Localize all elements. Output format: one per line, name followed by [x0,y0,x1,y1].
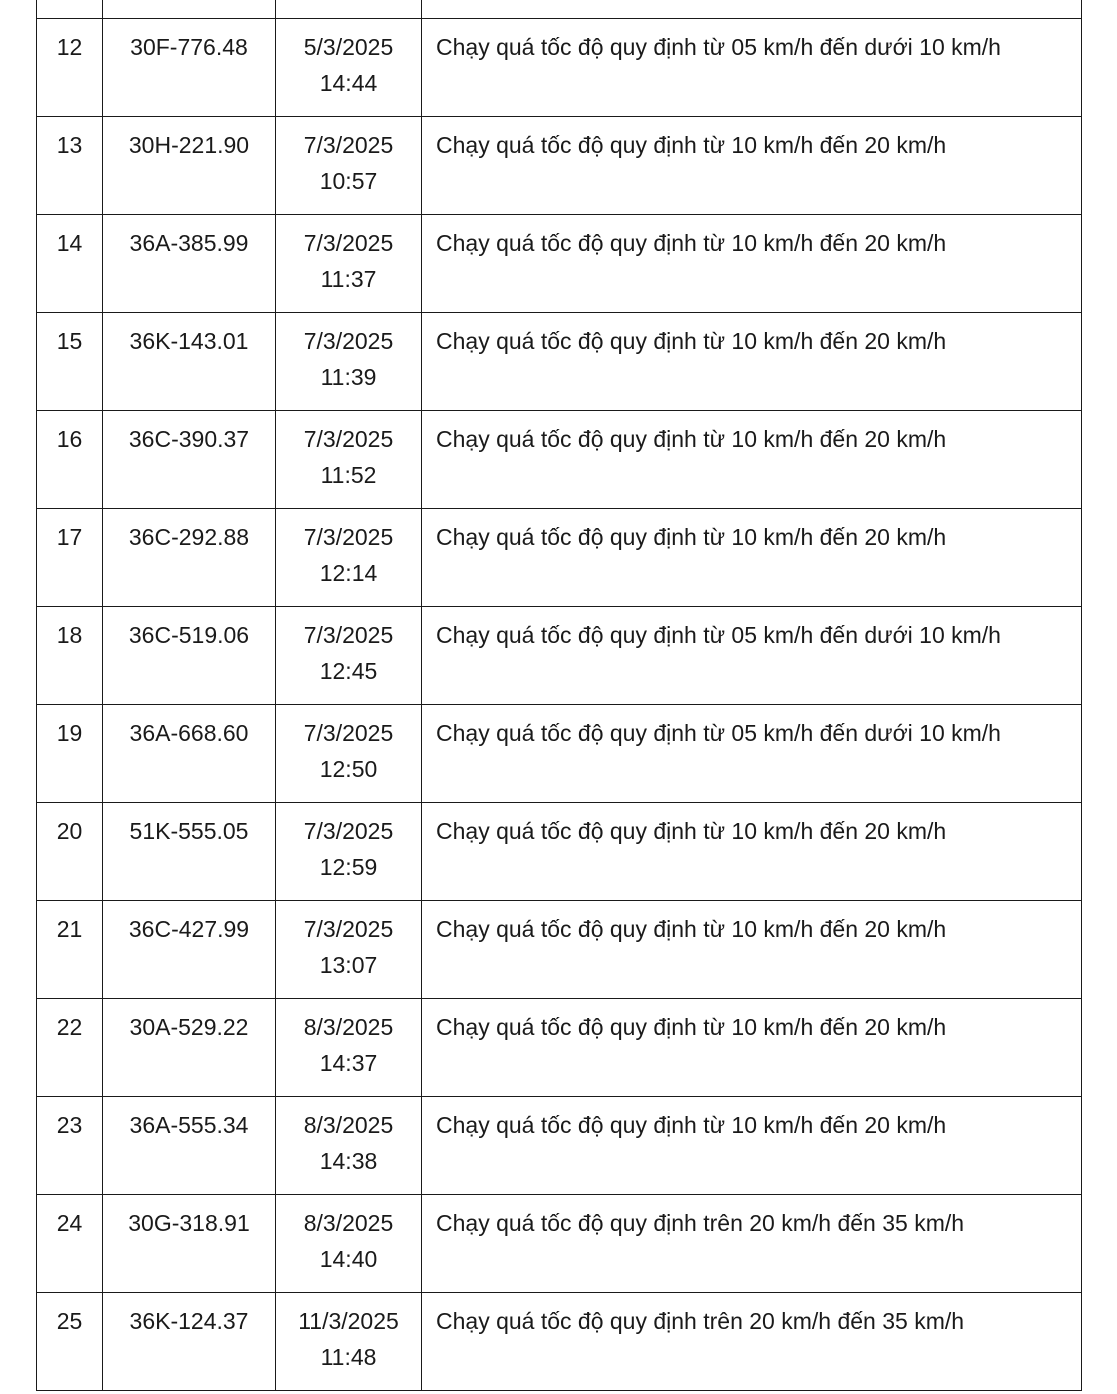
violation-datetime [276,313,422,411]
table-row [37,901,1082,999]
table-row [37,803,1082,901]
violation-date: 11/3/2025 [298,1308,399,1334]
violation-time: 12:59 [319,854,378,880]
table-row [37,313,1082,411]
violation-datetime [276,19,422,117]
violation-time: 14:44 [319,70,378,96]
license-plate: 30H-221.90 [103,117,276,215]
violation-datetime [276,1293,422,1391]
row-number: 20 [37,803,103,901]
violation-description: Chạy quá tốc độ quy định từ 05 km/h đến dưới 10 km/h [422,705,1082,803]
license-plate: 36C-390.37 [103,411,276,509]
violation-date: 8/3/2025 [303,1014,394,1040]
row-number: 12 [37,19,103,117]
license-plate: 36C-519.06 [103,607,276,705]
violation-description: Chạy quá tốc độ quy định từ 10 km/h đến 20 km/h [422,1097,1082,1195]
license-plate: 36C-292.88 [103,509,276,607]
violation-time: 14:38 [319,1148,378,1174]
table-row [37,411,1082,509]
violation-description: Chạy quá tốc độ quy định từ 10 km/h đến 20 km/h [422,803,1082,901]
violations-table [36,0,1082,1391]
violation-datetime [276,215,422,313]
violations-table-container [36,0,1081,1391]
row-number: 15 [37,313,103,411]
violation-description: Chạy quá tốc độ quy định từ 10 km/h đến 20 km/h [422,117,1082,215]
violation-date: 7/3/2025 [303,622,394,648]
violation-date: 7/3/2025 [303,916,394,942]
violation-date: 7/3/2025 [303,132,394,158]
violation-time: 11:39 [320,364,377,390]
violation-time: 11:48 [320,1344,377,1370]
violation-description: Chạy quá tốc độ quy định từ 10 km/h đến 20 km/h [422,509,1082,607]
license-plate: 36C-427.99 [103,901,276,999]
license-plate: 36K-124.37 [103,1293,276,1391]
row-number: 22 [37,999,103,1097]
table-row [37,705,1082,803]
violation-datetime [276,901,422,999]
violation-datetime [276,0,422,19]
violation-datetime [276,607,422,705]
table-row [37,607,1082,705]
violation-date: 7/3/2025 [303,230,394,256]
row-number: 21 [37,901,103,999]
violation-description: Chạy quá tốc độ quy định từ 10 km/h đến 20 km/h [422,411,1082,509]
table-row [37,19,1082,117]
violation-time: 12:45 [319,658,378,684]
table-row [37,999,1082,1097]
violation-description: Chạy quá tốc độ quy định từ 10 km/h đến 20 km/h [422,313,1082,411]
violation-date: 8/3/2025 [303,1210,394,1236]
violation-description: Chạy quá tốc độ quy định trên 20 km/h đến 35 km/h [422,1195,1082,1293]
table-row [37,1293,1082,1391]
license-plate: 36A-668.60 [103,705,276,803]
row-number: 14 [37,215,103,313]
license-plate: 30A-529.22 [103,999,276,1097]
license-plate: 36A-385.99 [103,215,276,313]
table-row [37,215,1082,313]
violation-description: Chạy quá tốc độ quy định từ 10 km/h đến 20 km/h [422,215,1082,313]
violation-time: 14:40 [319,1246,378,1272]
violation-description [422,0,1082,19]
violation-time: 12:14 [319,560,378,586]
violation-datetime [276,705,422,803]
table-row [37,1097,1082,1195]
violation-datetime [276,999,422,1097]
violation-datetime [276,411,422,509]
violation-time: 11:52 [320,462,377,488]
violation-time: 11:37 [320,266,377,292]
violation-date: 7/3/2025 [303,818,394,844]
license-plate: 36A-555.34 [103,1097,276,1195]
row-number: 19 [37,705,103,803]
violation-description: Chạy quá tốc độ quy định từ 10 km/h đến 20 km/h [422,901,1082,999]
row-number: 25 [37,1293,103,1391]
violation-date: 7/3/2025 [303,426,394,452]
violation-datetime [276,509,422,607]
row-number: 18 [37,607,103,705]
violation-time: 14:37 [319,1050,378,1076]
violation-date: 7/3/2025 [303,720,394,746]
violation-description: Chạy quá tốc độ quy định từ 05 km/h đến dưới 10 km/h [422,607,1082,705]
table-row [37,509,1082,607]
table-row [37,117,1082,215]
row-number: 17 [37,509,103,607]
row-number: 13 [37,117,103,215]
violation-description: Chạy quá tốc độ quy định từ 05 km/h đến dưới 10 km/h [422,19,1082,117]
license-plate: 30F-776.48 [103,19,276,117]
violation-time: 13:07 [319,952,378,978]
table-row [37,0,1082,19]
violation-time: 12:50 [319,756,378,782]
row-number: 24 [37,1195,103,1293]
license-plate: 51K-555.05 [103,803,276,901]
violation-date: 7/3/2025 [303,328,394,354]
violation-date: 7/3/2025 [303,524,394,550]
violation-time: 10:57 [319,168,378,194]
violation-datetime [276,1097,422,1195]
license-plate: 30G-318.91 [103,1195,276,1293]
license-plate: 36K-143.01 [103,313,276,411]
violation-datetime [276,1195,422,1293]
row-number: 23 [37,1097,103,1195]
row-number: 16 [37,411,103,509]
violation-datetime [276,803,422,901]
violation-date: 8/3/2025 [303,1112,394,1138]
violation-description: Chạy quá tốc độ quy định từ 10 km/h đến 20 km/h [422,999,1082,1097]
row-number [37,0,103,19]
violation-description: Chạy quá tốc độ quy định trên 20 km/h đến 35 km/h [422,1293,1082,1391]
table-row [37,1195,1082,1293]
violation-datetime [276,117,422,215]
violation-date: 5/3/2025 [303,34,394,60]
license-plate [103,0,276,19]
